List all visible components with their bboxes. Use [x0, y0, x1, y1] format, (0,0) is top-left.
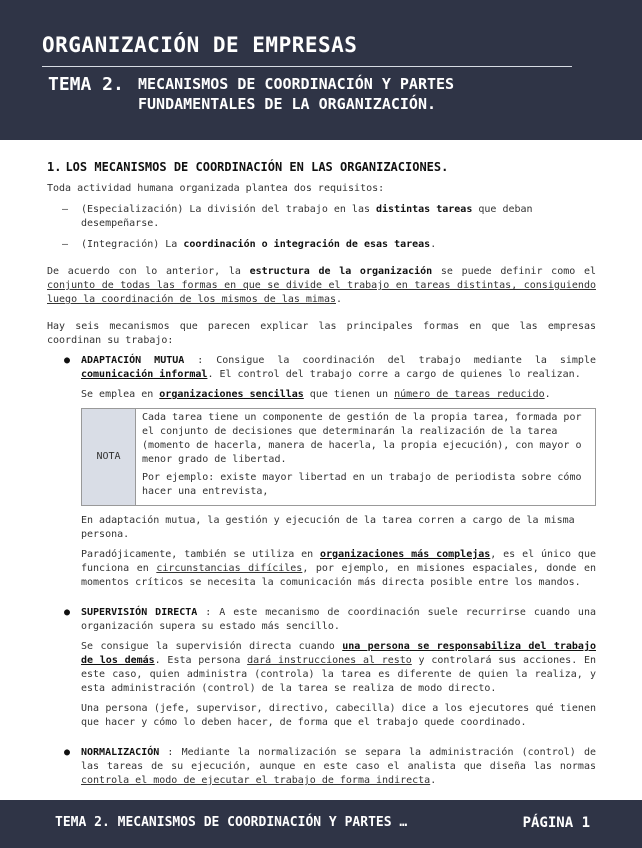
requirement-item: – (Especialización) La división del trabajo en las distintas tareas que deban desempeñarse. [47, 203, 596, 231]
note-example: Por ejemplo: existe mayor libertad en un trabajo de periodista sobre cómo hacer una entrevista, [142, 472, 582, 497]
note-paragraph: Cada tarea tiene un componente de gestión de la propia tarea, formada por el conjunto de decisiones que determinarán la realización de la tarea (momento de hacerla, manera de hacerla, la propia ejecución), con mayor o menor grado de libertad. [142, 412, 582, 465]
requirement-item: – (Integración) La coordinación o integración de esas tareas. [47, 238, 596, 252]
bullet-icon: ● [64, 747, 71, 758]
page-header [0, 0, 642, 140]
mechanism-mutual-adjustment [47, 354, 596, 590]
six-mechanisms-paragraph: Hay seis mecanismos que parecen explicar las principales formas en que las empresas coordinan su trabajo: [47, 321, 596, 346]
mechanism-paradox: Paradójicamente, también se utiliza en organizaciones más complejas, es el único que funciona en circunstancias difíciles, por ejemplo, en misiones espaciales, donde en momentos críticos se necesita la comunicación más directa posible entre los mandos. [81, 549, 597, 588]
section-heading [47, 160, 596, 174]
structure-definition-paragraph: De acuerdo con lo anterior, la estructura de la organización se puede definir como el conjunto de todas las formas en que se divide el trabajo en tareas distintas, consiguiendo luego la coordinación de los mismos de las mimas. [47, 266, 596, 305]
mechanism-description: ADAPTACIÓN MUTUA : Consigue la coordinación del trabajo mediante la simple comunicación informal. El control del trabajo corre a cargo de quienes lo realizan. [81, 355, 596, 380]
tema-title-line1: MECANISMOS DE COORDINACIÓN Y PARTES [138, 75, 455, 93]
tema-title [138, 74, 454, 114]
section-number: 1. [47, 160, 62, 174]
course-title: ORGANIZACIÓN DE EMPRESAS [42, 33, 358, 57]
page-number: PÁGINA 1 [522, 815, 590, 831]
tema-title-line2: FUNDAMENTALES DE LA ORGANIZACIÓN. [138, 95, 437, 113]
tema-label: TEMA 2. [48, 74, 124, 95]
mechanism-direct-supervision [47, 606, 596, 730]
page-content [47, 160, 596, 794]
mechanism-example: Una persona (jefe, supervisor, directivo, cabecilla) dice a los ejecutores qué tienen que hacer y cómo lo deben hacer, de forma que el trabajo quede coordinado. [81, 703, 596, 728]
note-label: NOTA [82, 409, 136, 506]
page-footer [0, 800, 642, 848]
intro-text: Toda actividad humana organizada plantea dos requisitos: [47, 183, 385, 194]
mechanism-description: SUPERVISIÓN DIRECTA : A este mecanismo de coordinación suele recurrirse cuando una organización supera su estado más sencillo. [81, 607, 596, 632]
mechanism-standardization [47, 746, 596, 788]
mechanism-usage: Se emplea en organizaciones sencillas que tienen un número de tareas reducido. [81, 389, 551, 400]
header-divider [42, 66, 572, 67]
requirements-list [47, 203, 596, 252]
footer-title: TEMA 2. MECANISMOS DE COORDINACIÓN Y PARTES … [55, 815, 408, 830]
section-title: LOS MECANISMOS DE COORDINACIÓN EN LAS ORGANIZACIONES. [65, 160, 449, 174]
bullet-icon: ● [64, 607, 71, 618]
bullet-icon: ● [64, 355, 71, 366]
mechanism-detail: En adaptación mutua, la gestión y ejecución de la tarea corren a cargo de la misma persona. [81, 515, 575, 540]
note-box [81, 408, 596, 506]
mechanism-detail: Se consigue la supervisión directa cuando una persona se responsabiliza del trabajo de los demás. Esta persona dará instrucciones al resto y controlará sus acciones. En este caso, quien administra (controla) la tarea es diferente de quien la realiza, y esta administración (control) de la tarea se realiza de modo directo. [81, 641, 597, 694]
mechanism-description: NORMALIZACIÓN : Mediante la normalización se separa la administración (control) de las tareas de su ejecución, aunque en este caso el analista que diseña las normas controla el modo de ejecutar el trabajo de forma indirecta. [81, 747, 596, 786]
note-body [136, 409, 596, 506]
